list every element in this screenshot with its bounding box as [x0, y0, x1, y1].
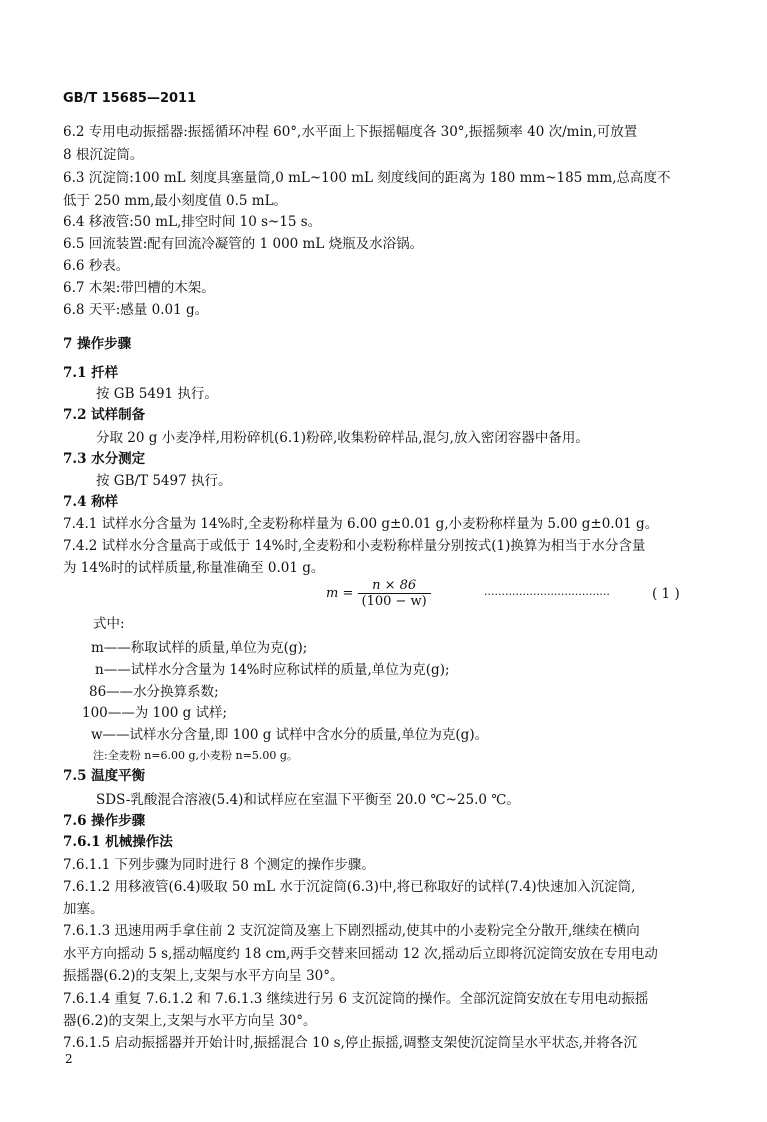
clause-6-4: 6.4 移液管:50 mL,排空时间 10 s~15 s。: [63, 214, 322, 230]
note: 注:全麦粉 n=6.00 g,小麦粉 n=5.00 g。: [93, 749, 298, 762]
definition-86: 86——水分换算系数;: [89, 684, 219, 700]
formula-number: ( 1 ): [652, 586, 680, 602]
where-label: 式中:: [93, 616, 125, 632]
clause-6-3-line-2: 低于 250 mm,最小刻度值 0.5 mL。: [63, 193, 288, 209]
clause-7-1-text: 按 GB 5491 执行。: [96, 386, 218, 402]
clause-6-2-line-2: 8 根沉淀筒。: [63, 147, 144, 163]
clause-7-4-1: 7.4.1 试样水分含量为 14%时,全麦粉称样量为 6.00 g±0.01 g,小麦粉称样量为 5.00 g±0.01 g。: [63, 516, 659, 532]
definition-w: w——试样水分含量,即 100 g 试样中含水分的质量,单位为克(g)。: [91, 727, 489, 743]
clause-6-3-line-1: 6.3 沉淀筒:100 mL 刻度具塞量筒,0 mL~100 mL 刻度线间的距离为 180 mm~185 mm,总高度不: [63, 170, 671, 186]
formula-leader-dots: ····································: [484, 588, 610, 601]
clause-7-5-text: SDS-乳酸混合溶液(5.4)和试样应在室温下平衡至 20.0 ℃~25.0 ℃。: [96, 792, 520, 808]
formula-1: [326, 578, 431, 609]
formula-fraction: [358, 578, 431, 609]
clause-7-6-heading: 7.6 操作步骤: [63, 813, 146, 829]
clause-7-6-1-2-line-2: 加塞。: [63, 901, 104, 917]
clause-6-5: 6.5 回流装置:配有回流冷凝管的 1 000 mL 烧瓶及水浴锅。: [63, 236, 424, 252]
clause-7-1-heading: 7.1 扦样: [63, 365, 119, 381]
clause-7-6-1-4-line-1: 7.6.1.4 重复 7.6.1.2 和 7.6.1.3 继续进行另 6 支沉淀筒的操作。全部沉淀筒安放在专用电动振摇: [63, 991, 649, 1007]
clause-7-2-text: 分取 20 g 小麦净样,用粉碎机(6.1)粉碎,收集粉碎样品,混匀,放入密闭容器中备用。: [96, 430, 589, 446]
definition-m: m——称取试样的质量,单位为克(g);: [91, 640, 308, 656]
clause-6-2-line-1: 6.2 专用电动振摇器:振摇循环冲程 60°,水平面上下振摇幅度各 30°,振摇频率 40 次/min,可放置: [63, 124, 638, 140]
definition-n: n——试样水分含量为 14%时应称试样的质量,单位为克(g);: [95, 662, 450, 678]
clause-7-6-1-3-line-2: 水平方向摇动 5 s,摇动幅度约 18 cm,两手交替来回摇动 12 次,摇动后立即将沉淀筒安放在专用电动: [63, 946, 658, 962]
clause-6-8: 6.8 天平:感量 0.01 g。: [63, 302, 209, 318]
clause-7-4-2-line-2: 为 14%时的试样质量,称量准确至 0.01 g。: [63, 560, 325, 576]
clause-7-6-1-2-line-1: 7.6.1.2 用移液管(6.4)吸取 50 mL 水于沉淀筒(6.3)中,将已称取好的试样(7.4)快速加入沉淀筒,: [63, 879, 636, 895]
clause-7-6-1-3-line-1: 7.6.1.3 迅速用两手拿住前 2 支沉淀筒及塞上下剧烈摇动,使其中的小麦粉完全分散开,继续在横向: [63, 923, 640, 939]
clause-7-4-2-line-1: 7.4.2 试样水分含量高于或低于 14%时,全麦粉和小麦粉称样量分别按式(1)换算为相当于水分含量: [63, 538, 646, 554]
clause-7-6-1-1: 7.6.1.1 下列步骤为同时进行 8 个测定的操作步骤。: [63, 857, 375, 873]
formula-denominator: (100 − w): [361, 594, 427, 609]
page-number: 2: [65, 1052, 73, 1066]
clause-7-2-heading: 7.2 试样制备: [63, 407, 146, 423]
clause-6-7: 6.7 木架:带凹槽的木架。: [63, 280, 215, 296]
clause-7-4-heading: 7.4 称样: [63, 494, 119, 510]
section-7-heading: 7 操作步骤: [63, 336, 132, 352]
clause-7-6-1-heading: 7.6.1 机械操作法: [63, 834, 173, 850]
clause-7-3-heading: 7.3 水分测定: [63, 451, 146, 467]
clause-7-6-1-5: 7.6.1.5 启动振摇器并开始计时,振摇混合 10 s,停止振摇,调整支架使沉淀筒呈水平状态,并将各沉: [63, 1035, 637, 1051]
formula-numerator: n × 86: [358, 578, 431, 594]
clause-7-6-1-3-line-3: 振摇器(6.2)的支架上,支架与水平方向呈 30°。: [63, 968, 344, 984]
standard-header: GB/T 15685—2011: [63, 91, 197, 106]
definition-100: 100——为 100 g 试样;: [82, 705, 228, 721]
clause-7-3-text: 按 GB/T 5497 执行。: [96, 473, 232, 489]
clause-7-5-heading: 7.5 温度平衡: [63, 768, 146, 784]
clause-7-6-1-4-line-2: 器(6.2)的支架上,支架与水平方向呈 30°。: [63, 1013, 317, 1029]
formula-lhs: m =: [326, 586, 354, 601]
clause-6-6: 6.6 秒表。: [63, 258, 130, 274]
